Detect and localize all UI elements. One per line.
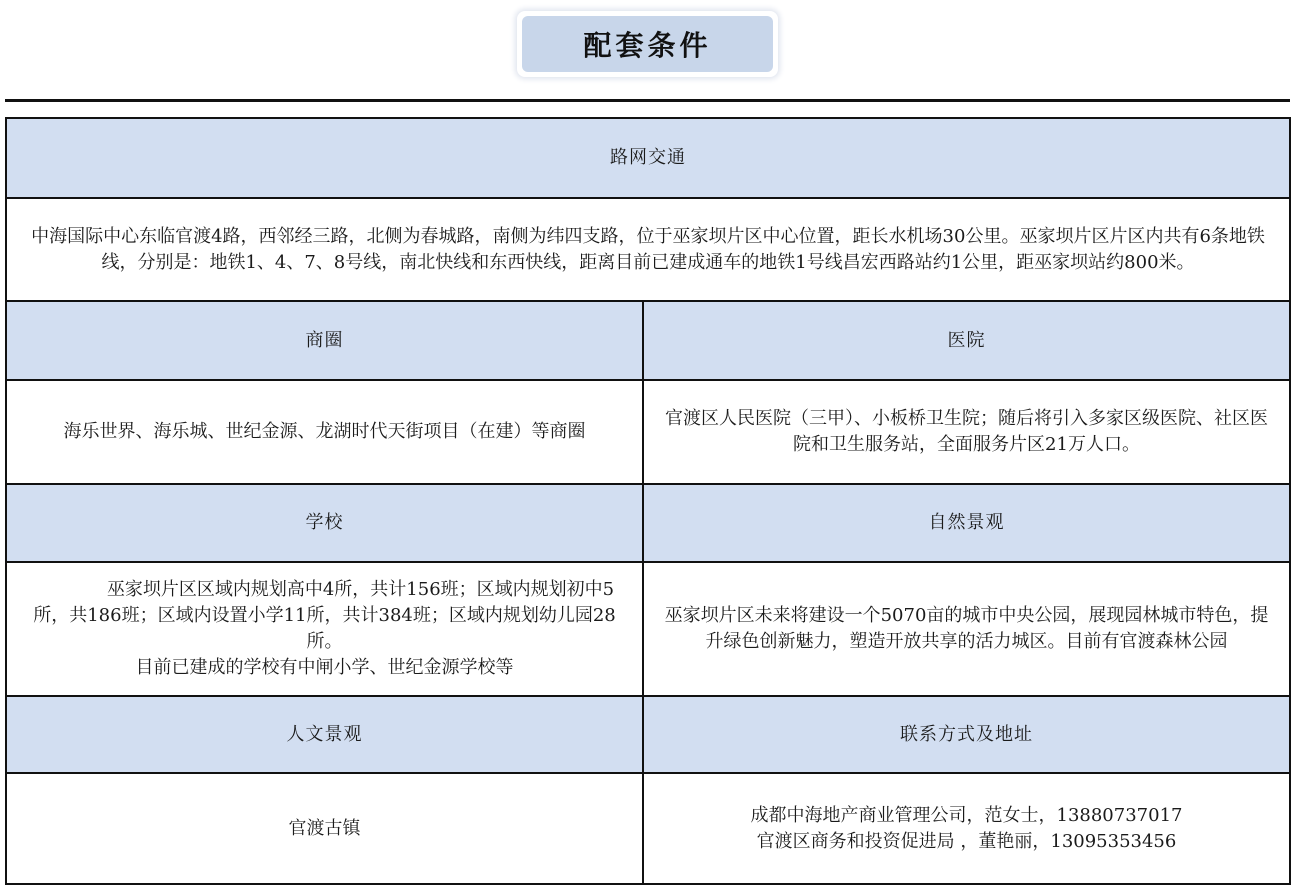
divider-rule [5, 99, 1290, 102]
hospital-header: 医院 [643, 301, 1290, 380]
contact-header: 联系方式及地址 [643, 696, 1290, 773]
commerce-header: 商圈 [6, 301, 643, 380]
nature-header: 自然景观 [643, 484, 1290, 562]
culture-text: 官渡古镇 [6, 773, 643, 884]
commerce-hospital-header-row [6, 301, 1290, 380]
nature-text: 巫家坝片区未来将建设一个5070亩的城市中央公园，展现园林城市特色，提升绿色创新魅力，塑造开放共享的活力城区。目前有官渡森林公园 [643, 562, 1290, 696]
traffic-header: 路网交通 [6, 118, 1290, 198]
school-cell [6, 562, 643, 696]
contact-line-1: 成都中海地产商业管理公司，范女士，13880737017 [750, 804, 1183, 826]
school-text-2: 目前已建成的学校有中闸小学、世纪金源学校等 [135, 657, 514, 678]
hospital-text: 官渡区人民医院（三甲）、小板桥卫生院；随后将引入多家区级医院、社区医院和卫生服务站，全面服务片区21万人口。 [643, 380, 1290, 484]
culture-contact-body-row [6, 773, 1290, 884]
page-title: 配套条件 [522, 16, 773, 72]
title-badge [517, 11, 778, 77]
school-text-1: 巫家坝片区区域内规划高中4所，共计156班；区域内规划初中5所，共186班；区域内设置小学11所，共计384班；区域内规划幼儿园28所。 [33, 579, 616, 652]
facilities-table [5, 117, 1291, 885]
commerce-text: 海乐世界、海乐城、世纪金源、龙湖时代天街项目（在建）等商圈 [6, 380, 643, 484]
traffic-body-row [6, 198, 1290, 301]
traffic-text: 中海国际中心东临官渡4路，西邻经三路，北侧为春城路，南侧为纬四支路，位于巫家坝片区中心位置，距长水机场30公里。巫家坝片区片区内共有6条地铁线，分别是：地铁1、4、7、8号线，南北快线和东西快线，距离目前已建成通车的地铁1号线昌宏西路站约1公里，距巫家坝站约800米。 [6, 198, 1290, 301]
culture-header: 人文景观 [6, 696, 643, 773]
school-nature-header-row [6, 484, 1290, 562]
commerce-hospital-body-row [6, 380, 1290, 484]
culture-contact-header-row [6, 696, 1290, 773]
contact-line-2: 官渡区商务和投资促进局 ，董艳丽，13095353456 [756, 830, 1177, 852]
school-header: 学校 [6, 484, 643, 562]
traffic-header-row [6, 118, 1290, 198]
contact-cell [643, 773, 1290, 884]
school-nature-body-row [6, 562, 1290, 696]
